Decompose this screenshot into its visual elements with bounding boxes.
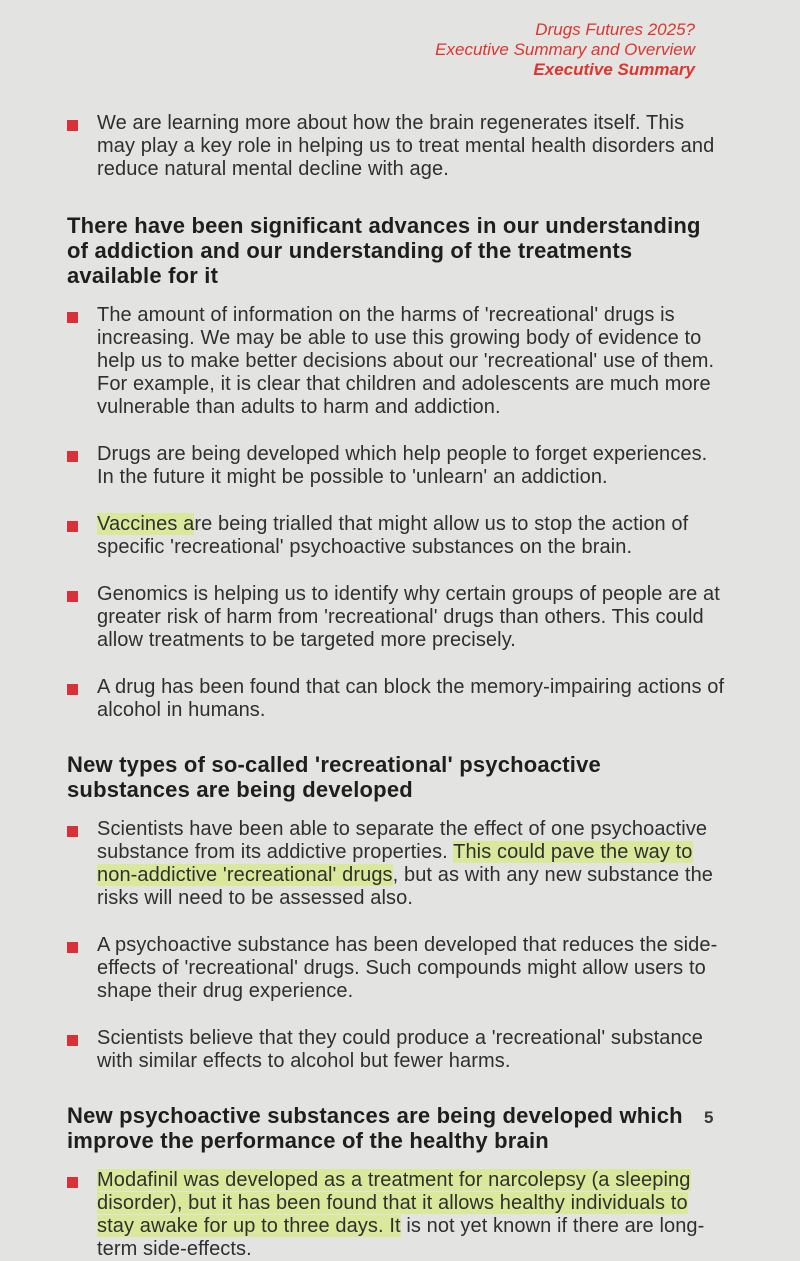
list-item: Scientists believe that they could produce a 'recreational' substance with similar effects to alcohol but fewer harms. xyxy=(67,1027,727,1073)
header-title: Drugs Futures 2025? xyxy=(535,20,695,39)
bullet-icon xyxy=(67,312,78,323)
running-header xyxy=(435,20,695,80)
highlight: Vaccines a xyxy=(97,513,195,535)
page-content xyxy=(67,112,727,1261)
bullet-icon xyxy=(67,451,78,462)
bullet-icon xyxy=(67,684,78,695)
highlight: Modafinil was developed as a treatment for narcolepsy (a sleeping disorder), but it has been found that it allows healthy individuals to stay awake for up to three days. It xyxy=(97,1169,691,1237)
list-item: Scientists have been able to separate the effect of one psychoactive substance from its addictive properties. This could pave the way to non-addictive 'recreational' drugs, but as with any new substance the risks will need to be assessed also. xyxy=(67,818,727,910)
header-subtitle: Executive Summary and Overview xyxy=(435,40,695,59)
list-item: Modafinil was developed as a treatment for narcolepsy (a sleeping disorder), but it has been found that it allows healthy individuals to stay awake for up to three days. It is not yet known if there are long-term side-effects. xyxy=(67,1169,727,1261)
advances-list xyxy=(67,304,727,722)
list-item: We are learning more about how the brain regenerates itself. This may play a key role in helping us to treat mental health disorders and reduce natural mental decline with age. xyxy=(67,112,727,181)
intro-list xyxy=(67,112,727,181)
bullet-icon xyxy=(67,120,78,131)
list-item: A drug has been found that can block the memory-impairing actions of alcohol in humans. xyxy=(67,676,727,722)
bullet-icon xyxy=(67,1177,78,1188)
list-item: The amount of information on the harms of 'recreational' drugs is increasing. We may be able to use this growing body of evidence to help us to make better decisions about our 'recreational' use of them. For example, it is clear that children and adolescents are much more vulnerable than adults to harm and addiction. xyxy=(67,304,727,419)
page-number: 5 xyxy=(704,1108,714,1127)
list-item: Genomics is helping us to identify why certain groups of people are at greater risk of harm from 'recreational' drugs than others. This could allow treatments to be targeted more precisely. xyxy=(67,583,727,652)
list-item: Vaccines are being trialled that might allow us to stop the action of specific 'recreational' psychoactive substances on the brain. xyxy=(67,513,727,559)
bullet-icon xyxy=(67,591,78,602)
bullet-icon xyxy=(67,1035,78,1046)
section-heading-performance: New psychoactive substances are being developed which improve the performance of the healthy brain xyxy=(67,1103,683,1153)
bullet-icon xyxy=(67,826,78,837)
list-item: Drugs are being developed which help people to forget experiences. In the future it might be possible to 'unlearn' an addiction. xyxy=(67,443,727,489)
performance-list xyxy=(67,1169,727,1261)
highlight: This could pave the way to non-addictive 'recreational' drugs xyxy=(97,841,693,886)
list-item: A psychoactive substance has been developed that reduces the side-effects of 'recreational' drugs. Such compounds might allow users to shape their drug experience. xyxy=(67,934,727,1003)
section-heading-advances: There have been significant advances in our understanding of addiction and our understanding of the treatments available for it xyxy=(67,213,701,288)
bullet-icon xyxy=(67,521,78,532)
header-section: Executive Summary xyxy=(533,60,695,79)
section-heading-new-substances: New types of so-called 'recreational' psychoactive substances are being developed xyxy=(67,752,601,802)
new-substances-list xyxy=(67,818,727,1073)
bullet-icon xyxy=(67,942,78,953)
